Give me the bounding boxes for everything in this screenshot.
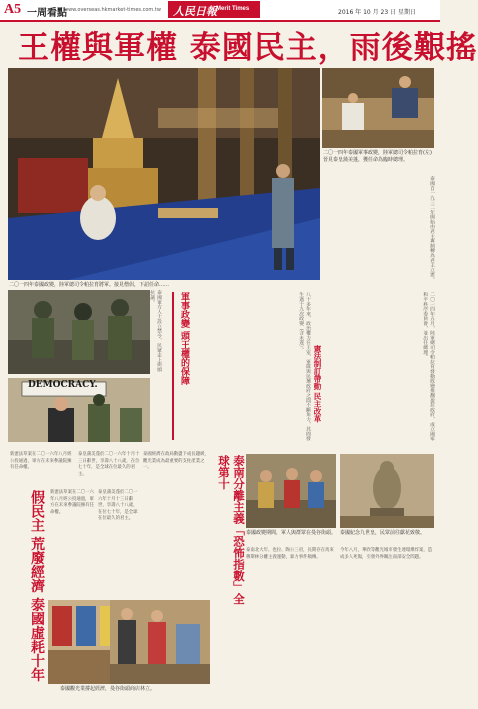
bottom-left-intro: 新憲法草案在二〇一六年八月經公投通過，軍方在未來參議院擁有任命權。 [10,452,72,471]
bottom-center-body: 泰南北大年、也拉、陶公三府，長期存在馬來穆斯林分離主義運動，暴力事件頻傳。 [246,548,334,560]
bottom-center-headline: 泰南分離主義「恐怖指數」全球第十 [217,455,246,605]
section-title: 一周看點 [27,8,67,19]
article-divider [172,292,174,440]
parade-caption: 泰國政變期間，軍人與群眾在曼谷街頭。 [246,530,337,536]
issue-date: 2016 年 10 月 23 日 星期日 [338,9,416,16]
brand-name: 人民日報 [173,5,217,18]
bottom-left-body-b: 泰皇蒲美蓬於二〇一六年十月十三日辭世，享壽八十八歲，在位七十年，是全球在位最久的君主。 [98,490,138,522]
site-url: www.overseas.hkmarket-times.com.tw [64,7,161,13]
article-side-text: 二〇一四年五月，陸軍總司令帕拉育發動政變推翻盈拉政府，成立國家和平秩序委員會，並出任總理。 [422,292,434,441]
brand-subtitle: Merit Times [216,6,250,12]
ceremony-photo [8,68,320,280]
bottom-left-column-3: 泰國經濟在政局動盪下成長趨緩，觀光業成為最重要的支柱產業之一。 [143,452,209,471]
bottom-left-headline: 假民主 荒廢經濟 泰國虛耗十年 [29,490,45,682]
article-top-right-text: 泰國自一九三二年開始由君主專制轉為君主立憲。 [429,176,434,282]
article-headline-main: 軍事政變 頭王權的保障 [179,292,189,386]
main-headline: 王權與軍權 泰國民主，雨後艱搖 [18,30,478,66]
article-headline-sub: 憲法制訂帶動 民主改革 [313,345,322,423]
statue-caption: 泰國紀念九世皇，民眾前往獻花致敬。 [340,530,426,536]
soldiers-photo [8,290,150,374]
protest-sign: DEMOCRACY. [28,380,98,390]
ceremony-caption: 二〇一四年泰國政變，陸軍總司令帕拉育將軍。接見僧侶，下詔任命…… [9,282,170,288]
bottom-left-body-a: 新憲法草案在二〇一六年八月經公投通過，軍方在未來參議院擁有任命權。 [50,490,94,515]
market-caption: 泰國觀光業撐起經濟，曼谷街頭商店林立。 [60,686,156,692]
statue-photo [340,454,434,528]
article-main-text: 八十多年來，政治權力在王室、軍隊與民選政府之間不斷角力，其間發生過十九次政變（含未遂）。 [298,292,310,441]
market-photo [110,600,210,684]
soldiers-side-caption: 泰國軍方人士設立禁令，民眾走上街頭抗議。 [149,290,161,372]
audience-photo [322,68,434,148]
bottom-left-intro-2: 泰皇蒲美蓬於二〇一六年十月十三日辭世，享壽八十八歲，在位七十年，是全球在位最久的君主。 [78,452,140,477]
bottom-right-body: 今年八月，華欣等觀光城市發生連環爆炸案，造成多人死傷，引發外界關注南部安全問題。 [340,548,433,560]
page-number: A5 [4,2,22,17]
audience-caption: 二〇一四年泰國軍事政變，陸軍總司令帕拉育(左)晉見泰皇蒲美蓬，獲任命為臨時總理。 [323,150,432,163]
parade-photo [246,454,336,528]
